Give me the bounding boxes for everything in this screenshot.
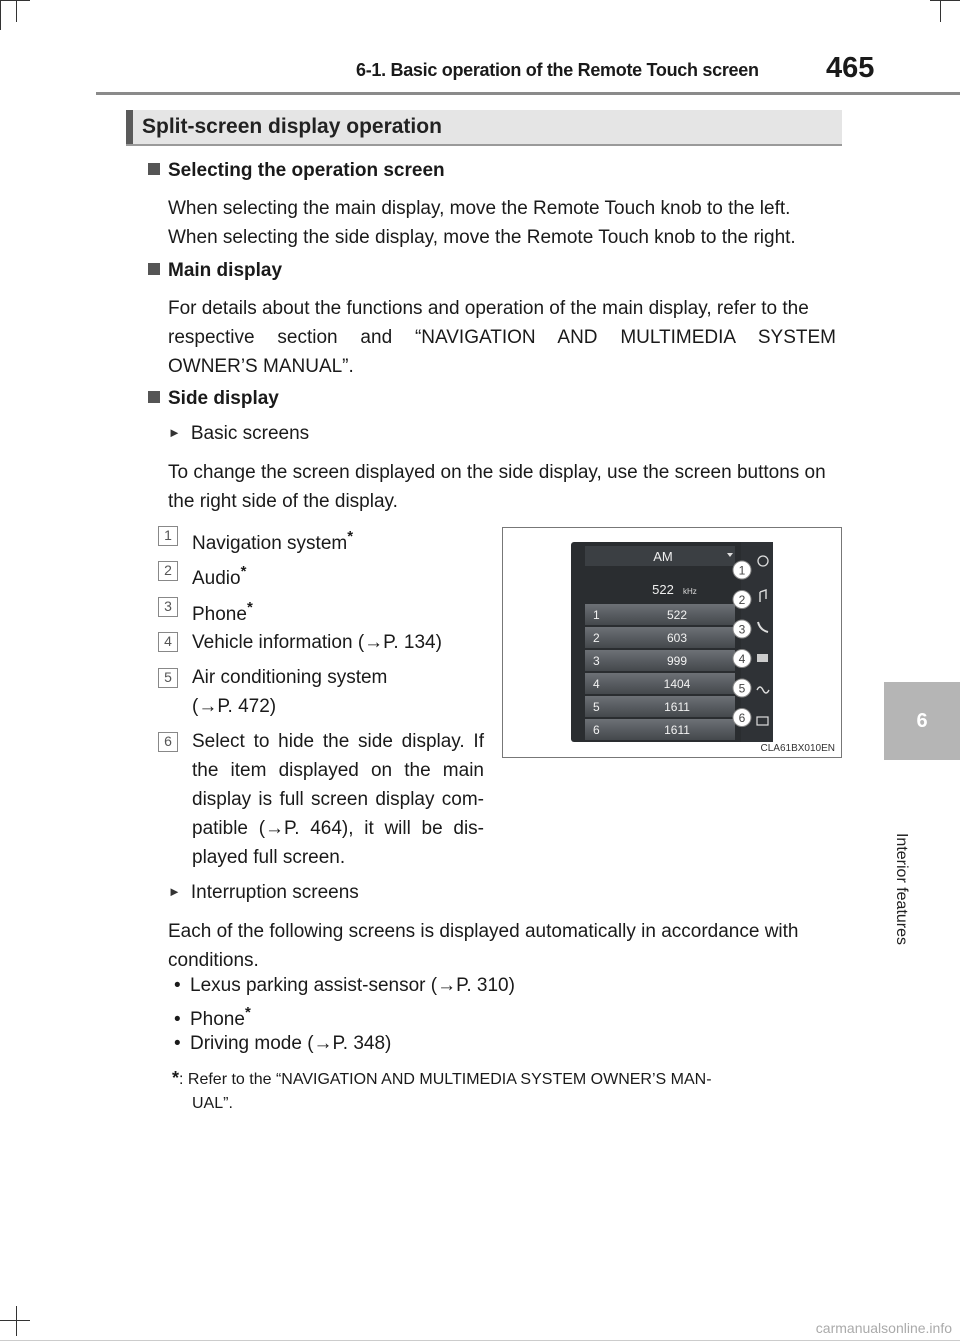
list-item [192,628,442,657]
watermark: carmanualsonline.info [815,1320,952,1336]
paragraph [168,352,836,381]
item-number-badge: 5 [158,668,178,688]
crop-mark [940,0,941,22]
preset-row[interactable] [585,627,735,648]
preset-frequency: 1611 [664,723,690,737]
footnote-star: * [246,599,253,616]
paragraph [168,917,836,946]
item-number-badge: 3 [158,597,178,617]
callout-number: 3 [738,622,746,637]
preset-row[interactable] [585,696,735,717]
crop-mark [0,0,1,30]
item-text: Vehicle information (→P. 134) [192,632,442,653]
footnote-mark: * [172,1068,180,1088]
paragraph [168,323,836,352]
side-display-screen [571,542,773,742]
preset-frequency: 999 [666,654,688,668]
frequency-unit: kHz [683,587,697,596]
crop-mark [930,0,960,1]
text-line: respective section and “NAVIGATION AND MULTIMEDIA SYSTEM [168,327,836,348]
item-text: Navigation system [192,533,348,554]
callout-number: 4 [738,652,746,666]
triangle-heading-basic [168,423,309,445]
list-item [192,593,253,629]
band-label: AM [653,549,673,564]
crop-mark [0,1320,30,1321]
text-line: OWNER’S MANUAL”. [168,356,354,377]
list-item [192,557,246,593]
callout-number: 6 [738,711,746,725]
header-rule [96,92,960,95]
preset-row[interactable] [585,650,735,671]
subheading-text: Selecting the operation screen [168,160,445,181]
header-section-title: 6-1. Basic operation of the Remote Touch screen [356,60,759,80]
text-line: When selecting the main display, move the Remote Touch knob to the left. [168,198,791,219]
preset-row[interactable] [585,719,735,740]
figure-side-display [502,527,842,758]
triangle-heading-interruption [168,882,359,904]
bullet-item [174,1033,391,1055]
text-line: To change the screen displayed on the side display, use the screen buttons on [168,462,826,483]
section-bar [126,110,842,146]
subheading-text: Side display [168,388,279,409]
bullet-text: Driving mode (→P. 348) [190,1033,392,1054]
item-text: Audio [192,568,241,589]
preset-list [585,604,735,740]
footnote-star: * [244,1004,251,1021]
page-number: 465 [826,52,875,84]
list-item [192,522,353,558]
subheading-text: Main display [168,260,283,281]
crop-mark [0,0,30,1]
footnote-star: * [240,563,247,580]
square-bullet-icon [148,391,160,403]
footnote [172,1066,838,1116]
bullet-text: Phone [190,1009,245,1030]
bullet-item [174,1004,251,1031]
item-text: (→P. 472) [192,696,277,717]
subheading-selecting [148,160,445,182]
preset-number: 5 [593,700,600,714]
item-number-badge: 2 [158,561,178,581]
bullet-text: Lexus parking assist-sensor (→P. 310) [190,975,515,996]
triangle-bullet-icon: ► [168,884,181,899]
bullet-dot-icon: • [174,1009,181,1030]
preset-frequency: 522 [666,608,688,622]
screen-graphic [571,542,773,742]
item-text: Air conditioning system [192,667,388,688]
text-line: conditions. [168,950,259,971]
preset-frequency: 1611 [664,700,690,714]
item-number-badge: 1 [158,526,178,546]
section-title: Split-screen display operation [142,115,442,138]
preset-number: 6 [593,723,600,737]
preset-row[interactable] [585,673,735,694]
text-line: When selecting the side display, move the Remote Touch knob to the right. [168,227,796,248]
footnote-star: * [347,528,354,545]
frequency-readout: 522 [652,582,674,597]
bullet-item [174,975,515,997]
preset-number: 3 [593,654,600,668]
callout-number: 2 [738,593,746,607]
preset-frequency: 1404 [663,677,691,691]
crop-mark [16,1306,17,1336]
square-bullet-icon [148,263,160,275]
triangle-heading-text: Basic screens [190,423,310,444]
paragraph [168,946,836,975]
figure-caption: CLA61BX010EN [760,743,835,754]
triangle-heading-text: Interruption screens [190,882,359,903]
bullet-dot-icon: • [174,1033,181,1054]
item-number-badge: 4 [158,632,178,652]
preset-number: 4 [593,677,600,691]
item-text: the item displayed on the main [192,760,484,781]
footer-rule [0,1340,960,1341]
vehicle-info-icon [757,654,768,662]
subheading-side-display [148,388,279,410]
square-bullet-icon [148,163,160,175]
section-bar-accent [126,110,133,144]
callout-number: 1 [738,563,746,578]
preset-frequency: 603 [666,631,688,645]
preset-row[interactable] [585,604,735,625]
paragraph [168,223,836,252]
footnote-text: UAL”. [192,1095,233,1112]
paragraph [168,294,836,323]
footnote-text: : Refer to the “NAVIGATION AND MULTIMEDIA SYSTEM OWNER’S MAN- [179,1071,712,1088]
list-item [192,727,484,872]
subheading-main-display [148,260,282,282]
text-line: Each of the following screens is displayed automatically in accordance with [168,921,799,942]
item-text: Phone [192,604,247,625]
paragraph [168,194,836,223]
text-line: the right side of the display. [168,491,398,512]
item-text: played full screen. [192,847,346,868]
item-text: display is full screen display com- [192,789,484,810]
chapter-tab: 6 [884,682,960,760]
chapter-title: Interior features [893,832,910,946]
item-text: patible (→P. 464), it will be dis- [192,818,484,839]
paragraph [168,487,836,516]
triangle-bullet-icon: ► [168,425,181,440]
paragraph [168,458,836,487]
item-number-badge: 6 [158,732,178,752]
preset-number: 1 [593,608,600,622]
text-line: For details about the functions and operation of the main display, refer to the [168,298,809,319]
list-item [192,663,387,721]
item-text: Select to hide the side display. If [192,731,484,752]
bullet-dot-icon: • [174,975,181,996]
crop-mark [16,0,17,22]
preset-number: 2 [593,631,600,645]
callout-number: 5 [738,681,746,696]
